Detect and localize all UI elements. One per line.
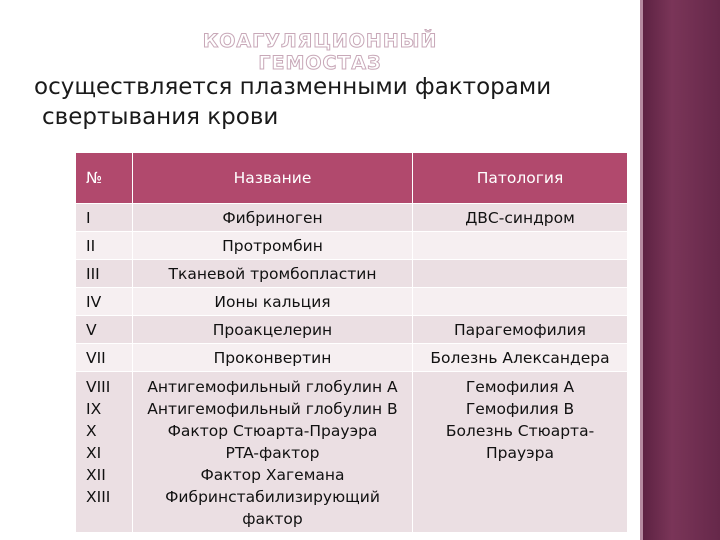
table-row xyxy=(76,204,628,232)
table-row xyxy=(76,288,628,316)
cell-number: V xyxy=(76,316,133,344)
subtitle-line-1: осуществляется плазменными факторами xyxy=(34,74,552,100)
header-pathology: Патология xyxy=(413,153,628,204)
factor-number: X xyxy=(86,422,97,440)
coagulation-factors-table xyxy=(75,152,628,533)
table-row xyxy=(76,344,628,372)
table-row xyxy=(76,260,628,288)
cell-pathology xyxy=(413,232,628,260)
cell-pathology: Парагемофилия xyxy=(413,316,628,344)
cell-name-list xyxy=(133,372,413,533)
cell-number: VII xyxy=(76,344,133,372)
subtitle-line-2: свертывания крови xyxy=(42,104,279,130)
cell-number: III xyxy=(76,260,133,288)
factor-name: Фибринстабилизирующий xyxy=(165,488,380,506)
factor-number: XIII xyxy=(86,488,111,506)
cell-pathology-list xyxy=(413,372,628,533)
cell-name: Фибриноген xyxy=(133,204,413,232)
pathology-name: Гемофилия В xyxy=(465,400,575,418)
table-row xyxy=(76,316,628,344)
slide-title: КОАГУЛЯЦИОННЫЙ ГЕМОСТАЗ xyxy=(202,30,438,74)
header-number: № xyxy=(76,153,133,204)
cell-number: I xyxy=(76,204,133,232)
table-row xyxy=(76,232,628,260)
cell-pathology: Болезнь Александера xyxy=(413,344,628,372)
cell-name: Проакцелерин xyxy=(133,316,413,344)
table-row xyxy=(76,372,628,533)
factor-number: VIII xyxy=(86,378,111,396)
pathology-name: Прауэра xyxy=(485,444,554,462)
factor-name: Фактор Хагемана xyxy=(200,466,345,484)
cell-name: Проконвертин xyxy=(133,344,413,372)
pathology-name: Гемофилия А xyxy=(465,378,575,396)
factor-name: Антигемофильный глобулин B xyxy=(147,400,398,418)
factor-number: XII xyxy=(86,466,106,484)
cell-name: Протромбин xyxy=(133,232,413,260)
factor-name: PTA-фактор xyxy=(225,444,320,462)
factor-number: IX xyxy=(86,400,102,418)
cell-name: Ионы кальция xyxy=(133,288,413,316)
decorative-side-bar xyxy=(640,0,720,540)
cell-pathology xyxy=(413,288,628,316)
pathology-name: Болезнь Стюарта- xyxy=(445,422,595,440)
factor-name: фактор xyxy=(242,510,303,528)
factor-number: XI xyxy=(86,444,102,462)
cell-number-list xyxy=(76,372,133,533)
cell-pathology xyxy=(413,260,628,288)
header-name: Название xyxy=(133,153,413,204)
factor-name: Антигемофильный глобулин A xyxy=(147,378,398,396)
table-header-row xyxy=(76,153,628,204)
factor-name: Фактор Стюарта-Прауэра xyxy=(167,422,378,440)
slide-subtitle xyxy=(34,72,634,132)
cell-name: Тканевой тромбопластин xyxy=(133,260,413,288)
cell-number: IV xyxy=(76,288,133,316)
cell-number: II xyxy=(76,232,133,260)
cell-pathology: ДВС-синдром xyxy=(413,204,628,232)
